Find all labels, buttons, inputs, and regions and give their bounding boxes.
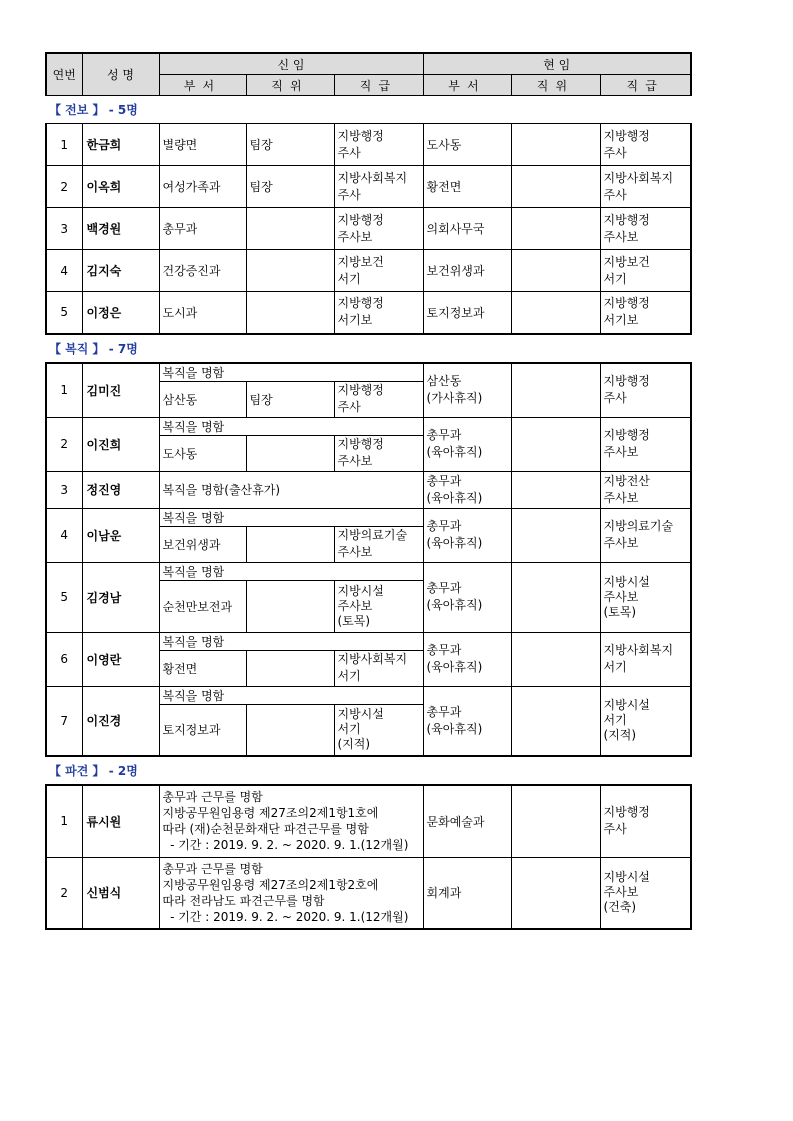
new-grade — [334, 124, 423, 166]
cur-grade — [600, 632, 691, 686]
header-cur-dept: 부서 — [423, 75, 511, 96]
cur-dept: 보건위생과 — [423, 250, 511, 292]
cell-text-line: 서기보 — [603, 313, 639, 328]
cur-dept: 토지정보과 — [423, 292, 511, 334]
new-position: 팀장 — [246, 381, 334, 417]
cur-grade — [600, 785, 691, 857]
row-no: 5 — [46, 292, 82, 334]
row-name: 이진희 — [82, 417, 159, 471]
cur-position — [511, 785, 600, 857]
new-dept: 총무과 — [159, 208, 246, 250]
cell-text-line: 총무과 — [426, 704, 462, 719]
cell-text-line: 주사보 — [603, 536, 639, 550]
order-text: 복직을 명함 — [159, 632, 423, 650]
cell-text-line: 서기 — [603, 713, 627, 728]
cell-text-line: 지방사회복지 — [603, 170, 674, 185]
row-no: 5 — [46, 562, 82, 632]
cell-text-line: 총무과 — [426, 519, 462, 533]
cell-text-line: 지방행정 — [603, 805, 650, 820]
row-name: 이옥희 — [82, 166, 159, 208]
section-title-promotion: 【 전보 】 - 5명 — [49, 103, 138, 117]
header-new-group: 신 임 — [159, 53, 423, 75]
row-no: 6 — [46, 632, 82, 686]
cur-position — [511, 208, 600, 250]
row-name: 이정은 — [82, 292, 159, 334]
cell-text-line: 주사 — [603, 187, 627, 202]
header-new-grade: 직급 — [334, 75, 423, 96]
header-current-group: 현 임 — [423, 53, 691, 75]
header-row-1 — [46, 53, 691, 75]
new-position — [246, 650, 334, 686]
cur-grade — [600, 508, 691, 562]
table-row — [46, 208, 691, 250]
row-name: 김미진 — [82, 363, 159, 418]
cell-text-line: 서기 — [337, 271, 361, 286]
cur-grade — [600, 124, 691, 166]
cell-text-line: 삼산동 — [426, 374, 462, 388]
row-no: 3 — [46, 471, 82, 508]
cur-dept: 문화예술과 — [423, 785, 511, 857]
new-dept: 여성가족과 — [159, 166, 246, 208]
table-row — [46, 857, 691, 929]
cur-position — [511, 166, 600, 208]
table-row — [46, 471, 691, 508]
cell-text-line: (육아휴직) — [426, 598, 483, 612]
cur-grade — [600, 471, 691, 508]
cell-text-line: (토목) — [337, 613, 371, 628]
cur-grade — [600, 686, 691, 756]
row-no: 1 — [46, 124, 82, 166]
section-title-reinstatement: 【 복직 】 - 7명 — [49, 341, 138, 356]
cur-dept — [423, 363, 511, 418]
order-text: 복직을 명함 — [159, 363, 423, 382]
cell-text-line: 지방행정 — [603, 128, 650, 143]
row-name: 이영란 — [82, 632, 159, 686]
cur-dept: 회계과 — [423, 857, 511, 929]
personnel-table — [45, 52, 692, 930]
header-new-dept: 부서 — [159, 75, 246, 96]
table-row — [46, 632, 691, 650]
cur-grade — [600, 166, 691, 208]
cell-text-line: 지방시설 — [603, 870, 650, 885]
new-position — [246, 250, 334, 292]
row-name: 류시원 — [82, 785, 159, 857]
appointment-document — [45, 52, 690, 930]
new-position — [246, 580, 334, 632]
new-dept: 삼산동 — [159, 381, 246, 417]
new-grade — [334, 166, 423, 208]
cell-text-line: 총무과 — [426, 581, 462, 595]
row-no: 4 — [46, 250, 82, 292]
header-name: 성 명 — [82, 53, 159, 96]
cell-text-line: 주사 — [603, 391, 627, 405]
new-position — [246, 704, 334, 756]
new-grade — [334, 208, 423, 250]
cell-text-line: 지방행정 — [337, 128, 384, 143]
new-grade — [334, 704, 423, 756]
new-dept: 황전면 — [159, 650, 246, 686]
row-no: 2 — [46, 857, 82, 929]
order-text: 복직을 명함(출산휴가) — [159, 471, 423, 508]
cur-grade — [600, 250, 691, 292]
order-text: 복직을 명함 — [159, 562, 423, 580]
cell-text-line: 주사 — [337, 187, 361, 202]
cell-text-line: 주사보 — [603, 229, 639, 244]
row-name: 이진경 — [82, 686, 159, 756]
cell-text-line: 주사보 — [603, 490, 639, 505]
cur-dept: 도사동 — [423, 124, 511, 166]
new-grade — [334, 650, 423, 686]
cur-position — [511, 124, 600, 166]
row-name: 이남운 — [82, 508, 159, 562]
cell-text-line: 지방행정 — [337, 212, 384, 227]
cell-text-line: 지방행정 — [337, 437, 384, 451]
row-no: 4 — [46, 508, 82, 562]
row-no: 1 — [46, 363, 82, 418]
table-row — [46, 686, 691, 704]
cell-text-line: 지방행정 — [603, 428, 650, 442]
new-position — [246, 435, 334, 471]
cell-text-line: (육아휴직) — [426, 721, 483, 736]
cur-grade — [600, 363, 691, 418]
cell-text-line: (가사휴직) — [426, 391, 483, 405]
cell-text-line: 지방전산 — [603, 473, 650, 488]
cell-text-line: (육아휴직) — [426, 490, 483, 505]
cell-text-line: 지방시설 — [603, 698, 650, 713]
cur-grade — [600, 417, 691, 471]
cell-text-line: 지방사회복지 — [337, 652, 408, 666]
cell-text-line: 총무과 — [426, 643, 462, 657]
cell-text-line: 서기 — [603, 660, 627, 674]
cell-text-line: 지방시설 — [337, 583, 384, 598]
new-grade — [334, 435, 423, 471]
cell-text-line: 지방행정 — [603, 374, 650, 388]
cur-grade — [600, 562, 691, 632]
cell-text-line: 지방시설 — [603, 574, 650, 589]
cell-text-line: 지방의료기술 — [603, 519, 674, 533]
table-row — [46, 785, 691, 857]
cell-text-line: 총무과 — [426, 473, 462, 488]
cell-text-line: 지방사회복지 — [337, 170, 408, 185]
new-dept: 건강증진과 — [159, 250, 246, 292]
cell-text-line: 총무과 근무를 명함 — [162, 790, 263, 805]
row-name: 김지숙 — [82, 250, 159, 292]
section-title-dispatch: 【 파견 】 - 2명 — [49, 764, 138, 778]
cell-text-line: (건축) — [603, 900, 637, 915]
table-row — [46, 292, 691, 334]
dispatch-order — [159, 785, 423, 857]
table-row — [46, 166, 691, 208]
table-row — [46, 363, 691, 382]
cur-position — [511, 250, 600, 292]
new-position — [246, 208, 334, 250]
dispatch-order — [159, 857, 423, 929]
cur-grade — [600, 208, 691, 250]
new-grade — [334, 250, 423, 292]
cell-text-line: 지방의료기술 — [337, 528, 408, 542]
cur-dept: 의회사무국 — [423, 208, 511, 250]
cell-text-line: 주사보 — [603, 885, 639, 900]
cell-text-line: (육아휴직) — [426, 660, 483, 674]
row-no: 2 — [46, 166, 82, 208]
cell-text-line: 지방행정 — [603, 296, 650, 311]
new-position: 팀장 — [246, 124, 334, 166]
table-row — [46, 250, 691, 292]
row-name: 백경원 — [82, 208, 159, 250]
cur-dept — [423, 686, 511, 756]
cell-text-line: 지방공무원임용령 제27조의2제1항2호에 — [162, 877, 379, 892]
new-grade — [334, 381, 423, 417]
cell-text-line: 지방행정 — [603, 212, 650, 227]
cell-text-line: 따라 전라남도 파견근무를 명함 — [162, 893, 325, 908]
cell-text-line: 지방시설 — [337, 707, 384, 722]
table-row — [46, 562, 691, 580]
row-name: 한금희 — [82, 124, 159, 166]
new-dept: 도사동 — [159, 435, 246, 471]
new-dept: 보건위생과 — [159, 526, 246, 562]
cell-text-line: 주사보 — [337, 229, 373, 244]
new-dept: 순천만보전과 — [159, 580, 246, 632]
cell-text-line: 주사보 — [337, 454, 373, 468]
row-no: 7 — [46, 686, 82, 756]
cur-dept — [423, 508, 511, 562]
cell-text-line: - 기간 : 2019. 9. 2. ~ 2020. 9. 1.(12개월) — [162, 909, 409, 924]
cur-position — [511, 857, 600, 929]
cur-position — [511, 686, 600, 756]
cell-text-line: 서기보 — [337, 313, 373, 328]
header-new-pos: 직위 — [246, 75, 334, 96]
cell-text-line: (지적) — [603, 728, 637, 743]
table-row — [46, 124, 691, 166]
cell-text-line: 주사 — [337, 145, 361, 160]
new-grade — [334, 580, 423, 632]
cur-grade — [600, 292, 691, 334]
new-dept: 별량면 — [159, 124, 246, 166]
cur-position — [511, 508, 600, 562]
cur-position — [511, 632, 600, 686]
new-position — [246, 526, 334, 562]
cur-dept: 황전면 — [423, 166, 511, 208]
header-cur-pos: 직위 — [511, 75, 600, 96]
new-position: 팀장 — [246, 166, 334, 208]
new-grade — [334, 526, 423, 562]
cell-text-line: (육아휴직) — [426, 445, 483, 459]
order-text: 복직을 명함 — [159, 686, 423, 704]
row-name: 정진영 — [82, 471, 159, 508]
cell-text-line: 주사보 — [603, 589, 639, 604]
cell-text-line: 지방행정 — [337, 296, 384, 311]
cur-dept — [423, 471, 511, 508]
order-text: 복직을 명함 — [159, 417, 423, 435]
cell-text-line: 주사보 — [603, 445, 639, 459]
cur-dept — [423, 562, 511, 632]
table-row — [46, 508, 691, 526]
cell-text-line: (토목) — [603, 604, 637, 619]
row-name: 신범식 — [82, 857, 159, 929]
cur-dept — [423, 417, 511, 471]
header-cur-grade: 직급 — [600, 75, 691, 96]
new-position — [246, 292, 334, 334]
cell-text-line: 지방공무원임용령 제27조의2제1항1호에 — [162, 806, 379, 821]
cur-position — [511, 471, 600, 508]
row-name: 김경남 — [82, 562, 159, 632]
order-text: 복직을 명함 — [159, 508, 423, 526]
cur-position — [511, 562, 600, 632]
cell-text-line: 주사보 — [337, 545, 373, 559]
table-row — [46, 417, 691, 435]
cur-grade — [600, 857, 691, 929]
row-no: 2 — [46, 417, 82, 471]
new-dept: 도시과 — [159, 292, 246, 334]
cell-text-line: 지방행정 — [337, 383, 384, 397]
cell-text-line: 따라 (재)순천문화재단 파견근무를 명함 — [162, 822, 369, 837]
cur-position — [511, 292, 600, 334]
cell-text-line: 서기 — [337, 722, 361, 737]
new-dept: 토지정보과 — [159, 704, 246, 756]
cur-position — [511, 363, 600, 418]
row-no: 3 — [46, 208, 82, 250]
row-no: 1 — [46, 785, 82, 857]
cell-text-line: 주사보 — [337, 598, 373, 613]
cur-dept — [423, 632, 511, 686]
cur-position — [511, 417, 600, 471]
cell-text-line: 지방보건 — [337, 254, 384, 269]
cell-text-line: - 기간 : 2019. 9. 2. ~ 2020. 9. 1.(12개월) — [162, 838, 409, 853]
cell-text-line: 지방사회복지 — [603, 643, 674, 657]
header-no: 연번 — [46, 53, 82, 96]
cell-text-line: 총무과 근무를 명함 — [162, 861, 263, 876]
cell-text-line: 총무과 — [426, 428, 462, 442]
cell-text-line: 지방보건 — [603, 254, 650, 269]
cell-text-line: 주사 — [603, 145, 627, 160]
cell-text-line: 주사 — [337, 400, 361, 414]
cell-text-line: (지적) — [337, 737, 371, 752]
cell-text-line: 서기 — [603, 271, 627, 286]
cell-text-line: 서기 — [337, 669, 361, 683]
cell-text-line: (육아휴직) — [426, 536, 483, 550]
cell-text-line: 주사 — [603, 822, 627, 837]
new-grade — [334, 292, 423, 334]
